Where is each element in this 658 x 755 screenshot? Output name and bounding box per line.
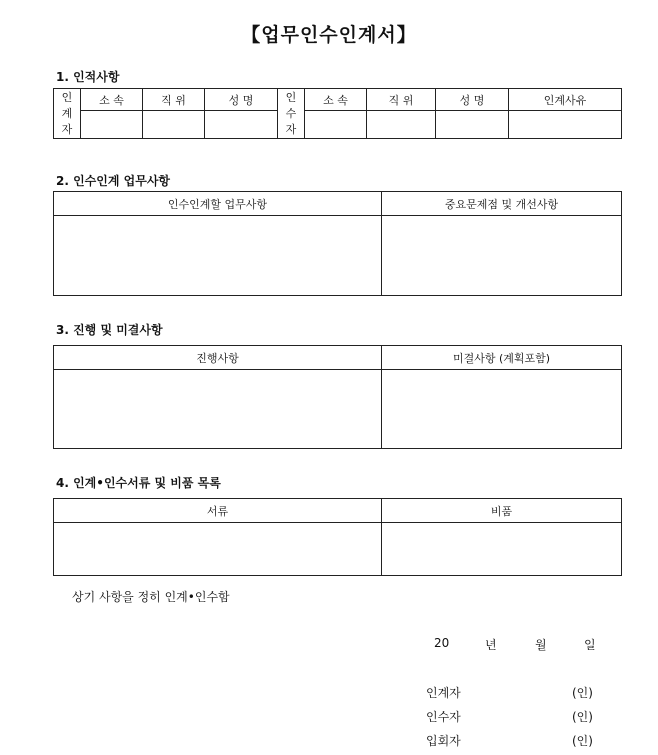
receiver-position-field[interactable]: [367, 111, 436, 139]
receiver-dept-header: 소 속: [305, 89, 367, 111]
giver-dept-field[interactable]: [81, 111, 143, 139]
equipment-header: 비품: [382, 499, 622, 523]
in-progress-header: 진행사항: [54, 346, 382, 370]
section-3-heading: 3. 진행 및 미결사항: [56, 323, 163, 337]
section-1-heading: 1. 인적사항: [56, 70, 120, 84]
section-4-heading: 4. 인계•인수서류 및 비품 목록: [56, 476, 221, 490]
issues-improvements-header: 중요문제점 및 개선사항: [382, 192, 622, 216]
reason-field[interactable]: [509, 111, 622, 139]
date-day-unit: 일: [584, 638, 596, 652]
documents-field[interactable]: [54, 523, 382, 576]
seal-receiver[interactable]: (인): [572, 710, 593, 724]
signature-role-giver: 인계자: [426, 686, 461, 700]
receiver-name-field[interactable]: [436, 111, 509, 139]
document-title: 【업무인수인계서】: [241, 24, 417, 46]
giver-dept-header: 소 속: [81, 89, 143, 111]
signature-role-witness: 입회자: [426, 734, 461, 748]
receiver-position-header: 직 위: [367, 89, 436, 111]
seal-witness[interactable]: (인): [572, 734, 593, 748]
giver-name-header: 성 명: [205, 89, 278, 111]
pending-header: 미결사항 (계획포함): [382, 346, 622, 370]
receiver-label-cell: 인 수 자: [278, 89, 305, 139]
progress-table: [53, 345, 622, 449]
receiver-name-header: 성 명: [436, 89, 509, 111]
equipment-field[interactable]: [382, 523, 622, 576]
giver-name-field[interactable]: [205, 111, 278, 139]
date-year-unit: 년: [485, 638, 497, 652]
in-progress-field[interactable]: [54, 370, 382, 449]
handover-tasks-header: 인수인계할 업무사항: [54, 192, 382, 216]
section-2-heading: 2. 인수인계 업무사항: [56, 174, 171, 188]
confirmation-note: 상기 사항을 정히 인계•인수함: [72, 590, 230, 604]
personnel-table: [53, 88, 622, 139]
documents-header: 서류: [54, 499, 382, 523]
handover-table: [53, 191, 622, 296]
giver-label-cell: 인 계 자: [54, 89, 81, 139]
pending-field[interactable]: [382, 370, 622, 449]
signature-role-receiver: 인수자: [426, 710, 461, 724]
receiver-dept-field[interactable]: [305, 111, 367, 139]
date-year: 20: [434, 636, 450, 650]
seal-giver[interactable]: (인): [572, 686, 593, 700]
issues-improvements-field[interactable]: [382, 216, 622, 296]
giver-position-field[interactable]: [143, 111, 205, 139]
date-month-unit: 월: [535, 638, 547, 652]
giver-position-header: 직 위: [143, 89, 205, 111]
reason-header: 인계사유: [509, 89, 622, 111]
handover-tasks-field[interactable]: [54, 216, 382, 296]
items-table: [53, 498, 622, 576]
